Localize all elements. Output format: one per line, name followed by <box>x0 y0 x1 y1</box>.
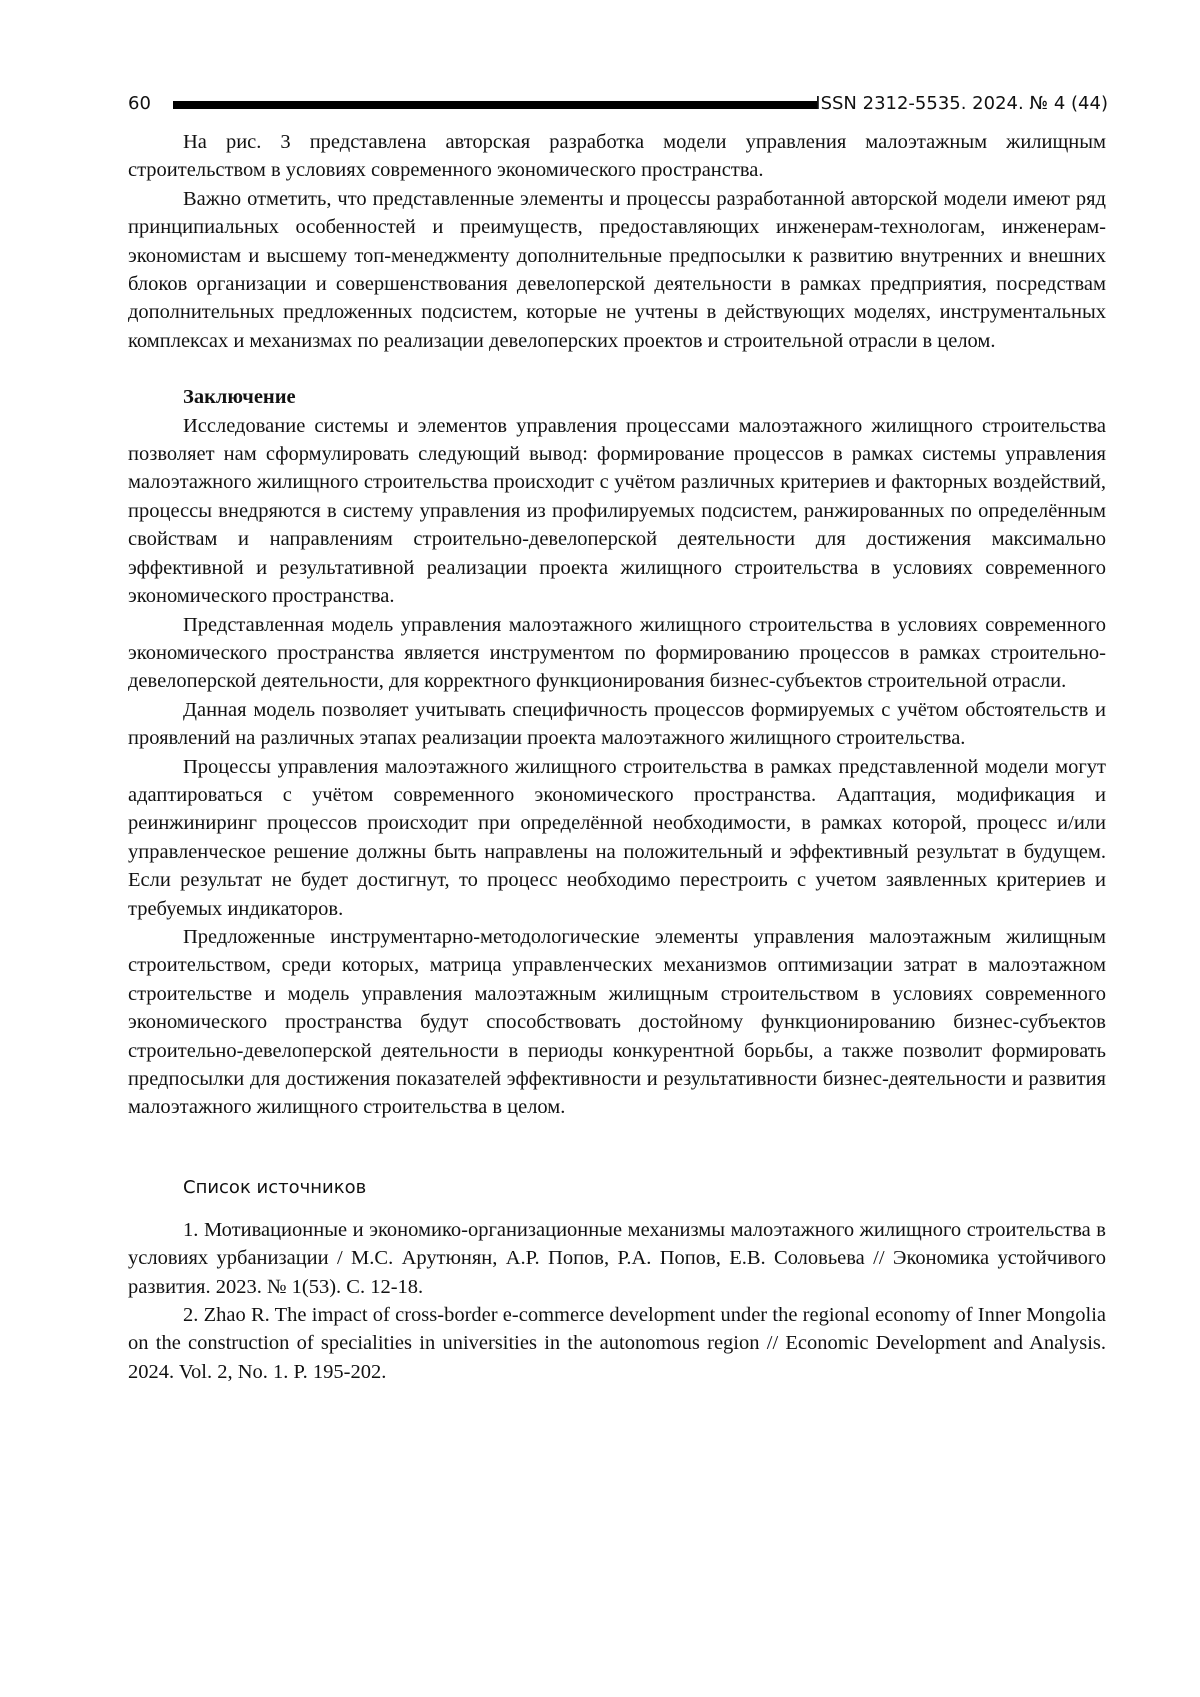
header-rule <box>173 101 818 109</box>
intro-paragraph-2: Важно отметить, что представленные элементы и процессы разработанной авторской модели имеют ряд принципиальных особенностей и преимуществ, предоставляющих инженерам-технологам, инженерам-экономистам и высшему топ-менеджменту дополнительные предпосылки к развитию внутренних и внешних блоков организации и совершенствования девелоперской деятельности в рамках предприятия, посредствам дополнительных предложенных подсистем, которые не учтены в действующих моделях, инструментальных комплексах и механизмах по реализации девелоперских проектов и строительной отрасли в целом. <box>128 187 1106 352</box>
conclusion-paragraph-1: Исследование системы и элементов управления процессами малоэтажного жилищного строительства позволяет нам сформулировать следующий вывод: формирование процессов в рамках системы управления малоэтажного жилищного строительства происходит с учётом различных критериев и факторных воздействий, процессы внедряются в систему управления из профилируемых подсистем, ранжированных по определённым свойствам и направлениям строительно-девелоперской деятельности для достижения максимально эффективной и результативной реализации проекта жилищного строительства в условиях современного экономического пространства. <box>128 414 1106 608</box>
conclusion-paragraph-2: Представленная модель управления малоэтажного жилищного строительства в условиях современного экономического пространства является инструментом по формированию процессов в рамках строительно-девелоперской деятельности, для корректного функционирования бизнес-субъектов строительной отрасли. <box>128 613 1106 693</box>
references-title: Список источников <box>183 1176 367 1198</box>
intro-paragraph-1: На рис. 3 представлена авторская разработка модели управления малоэтажным жилищным строительством в условиях современного экономического пространства. <box>128 131 1106 182</box>
reference-item-2: 2. Zhao R. The impact of cross-border e-commerce development under the regional economy of Inner Mongolia on the construction of specialities in universities in the autonomous region // Economic Development and Analysis. 2024. Vol. 2, No. 1. P. 195-202. <box>128 1304 1106 1383</box>
page-number: 60 <box>128 93 151 114</box>
conclusion-paragraph-5: Предложенные инструментарно-методологические элементы управления малоэтажным жилищным строительством, среди которых, матрица управленческих механизмов оптимизации затрат в малоэтажном строительстве и модель управления малоэтажным жилищным строительством в условиях современного экономического пространства будут способствовать достойному функционированию бизнес-субъектов строительно-девелоперской деятельности в периоды конкурентной борьбы, а также позволит формировать предпосылки для достижения показателей эффективности и результативности бизнес-деятельности и развития малоэтажного жилищного строительства в целом. <box>128 925 1106 1119</box>
page-header <box>128 92 1108 116</box>
article-body <box>128 128 1106 1386</box>
journal-issn: ISSN 2312-5535. 2024. № 4 (44) <box>815 93 1108 114</box>
conclusion-paragraph-4: Процессы управления малоэтажного жилищного строительства в рамках представленной модели могут адаптироваться с учётом современного экономического пространства. Адаптация, модификация и реинжиниринг процессов происходит при определённой необходимости, в рамках которой, процесс и/или управленческое решение должны быть направлены на положительный и эффективный результат в будущем. Если результат не будет достигнут, то процесс необходимо перестроить с учетом заявленных критериев и требуемых индикаторов. <box>128 755 1106 920</box>
conclusion-heading: Заключение <box>183 386 296 409</box>
conclusion-paragraph-3: Данная модель позволяет учитывать специфичность процессов формируемых с учётом обстоятельств и проявлений на различных этапах реализации проекта малоэтажного жилищного строительства. <box>128 698 1106 750</box>
reference-item-1: 1. Мотивационные и экономико-организационные механизмы малоэтажного жилищного строительства в условиях урбанизации / М.С. Арутюнян, А.Р. Попов, Р.А. Попов, Е.В. Соловьева // Экономика устойчивого развития. 2023. № 1(53). С. 12-18. <box>128 1218 1106 1298</box>
